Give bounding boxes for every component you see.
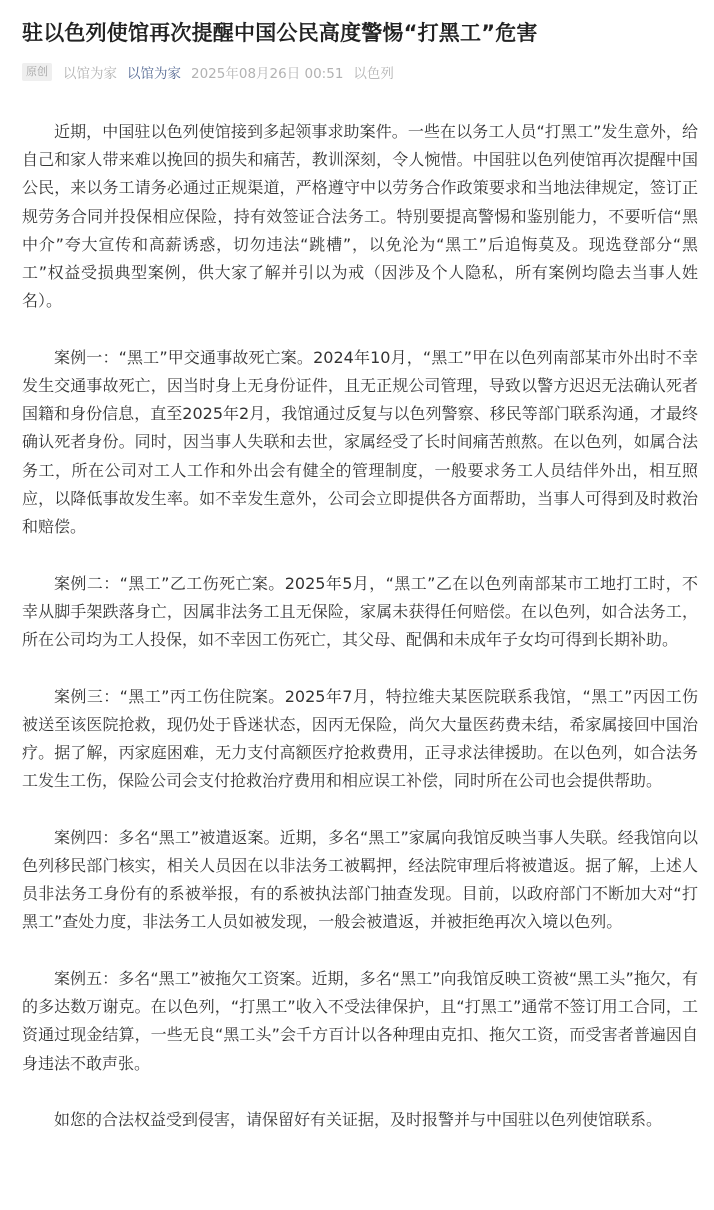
paragraph-case-4: 案例四：多名“黑工”被遣返案。近期，多名“黑工”家属向我馆反映当事人失联。经我馆向以色列移民部门核实，相关人员因在以非法务工被羁押，经法院审理后将被遣返。据了解，上述人员非法务工身份有的系被举报，有的系被执法部门抽查发现。目前，以政府部门不断加大对“打黑工”查处力度，非法务工人员如被发现，一般会被遣返，并被拒绝再次入境以色列。 bbox=[22, 827, 698, 932]
publish-datetime: 2025年08月26日 00:51 bbox=[191, 66, 344, 82]
paragraph-case-1: 案例一：“黑工”甲交通事故死亡案。2024年10月，“黑工”甲在以色列南部某市外出时不幸发生交通事故死亡，因当时身上无身份证件，且无正规公司管理，导致以警方迟迟无法确认死者国籍和身份信息，直至2025年2月，我馆通过反复与以色列警察、移民等部门联系沟通，才最终确认死者身份。同时，因当事人失联和去世，家属经受了长时间痛苦煎熬。在以色列，如属合法务工，所在公司对工人工作和外出会有健全的管理制度，一般要求务工人员结伴外出，相互照应，以降低事故发生率。如不幸发生意外，公司会立即提供各方面帮助，当事人可得到及时救治和赔偿。 bbox=[22, 347, 698, 537]
paragraph-closing: 如您的合法权益受到侵害，请保留好有关证据，及时报警并与中国驻以色列使馆联系。 bbox=[54, 1110, 663, 1130]
paragraph-case-2: 案例二：“黑工”乙工伤死亡案。2025年5月，“黑工”乙在以色列南部某市工地打工时，不幸从脚手架跌落身亡，因属非法务工且无保险，家属未获得任何赔偿。在以色列，如合法务工，所在公司均为工人投保，如不幸因工伤死亡，其父母、配偶和未成年子女均可得到长期补助。 bbox=[22, 573, 698, 650]
paragraph-case-5: 案例五：多名“黑工”被拖欠工资案。近期，多名“黑工”向我馆反映工资被“黑工头”拖欠，有的多达数万谢克。在以色列，“打黑工”收入不受法律保护，且“打黑工”通常不签订用工合同，工资通过现金结算，一些无良“黑工头”会千方百计以各种理由克扣、拖欠工资，而受害者普遍因自身违法不敢声张。 bbox=[22, 969, 698, 1073]
article-meta bbox=[22, 62, 698, 82]
paragraph-case-3: 案例三：“黑工”丙工伤住院案。2025年7月，特拉维夫某医院联系我馆，“黑工”丙因工伤被送至该医院抢救，现仍处于昏迷状态，因丙无保险，尚欠大量医药费未结，希家属接回中国治疗。据了解，丙家庭困难，无力支付高额医疗抢救费用，正寻求法律援助。在以色列，如合法务工发生工伤，保险公司会支付抢救治疗费用和相应误工补偿，同时所在公司也会提供帮助。 bbox=[22, 686, 698, 791]
publish-location: 以色列 bbox=[353, 66, 394, 82]
article-title: 驻以色列使馆再次提醒中国公民高度警惕“打黑工”危害 bbox=[22, 21, 538, 45]
paragraph-intro: 近期，中国驻以色列使馆接到多起领事求助案件。一些在以务工人员“打黑工”发生意外，给自己和家人带来难以挽回的损失和痛苦，教训深刻，令人惋惜。中国驻以色列使馆再次提醒中国公民，来以务工请务必通过正规渠道，严格遵守中以劳务合作政策要求和当地法律规定，签订正规劳务合同并投保相应保险，持有效签证合法务工。特别要提高警惕和鉴别能力，不要听信“黑中介”夸大宣传和高薪诱惑，切勿违法“跳槽”，以免沦为“黑工”后追悔莫及。现选登部分“黑工”权益受损典型案例，供大家了解并引以为戒（因涉及个人隐私，所有案例均隐去当事人姓名）。 bbox=[22, 122, 698, 311]
account-name-link[interactable]: 以馆为家 bbox=[127, 66, 181, 82]
original-tag: 原创 bbox=[22, 63, 52, 81]
author-name: 以馆为家 bbox=[63, 66, 117, 82]
article-content bbox=[22, 118, 698, 1134]
